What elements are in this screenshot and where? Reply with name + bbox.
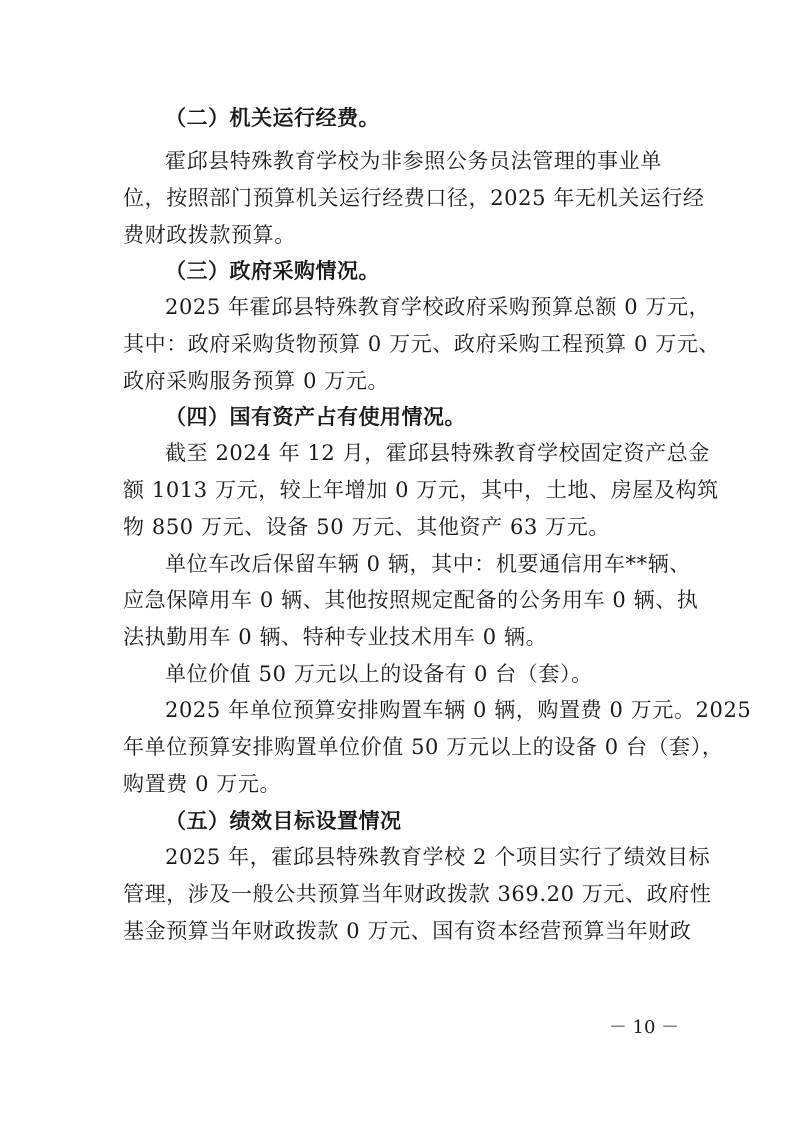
paragraph-line: 位，按照部门预算机关运行经费口径，2025 年无机关运行经 xyxy=(123,186,705,210)
section-heading-5: （五）绩效目标设置情况 xyxy=(165,809,402,833)
paragraph-line: 2025 年单位预算安排购置车辆 0 辆，购置费 0 万元。2025 xyxy=(165,698,752,722)
paragraph-line: 基金预算当年财政拨款 0 万元、国有资本经营预算当年财政 xyxy=(123,919,692,943)
paragraph-line: 截至 2024 年 12 月，霍邱县特殊教育学校固定资产总金 xyxy=(165,441,710,465)
paragraph-line: 2025 年，霍邱县特殊教育学校 2 个项目实行了绩效目标 xyxy=(165,845,711,869)
section-heading-2: （二）机关运行经费。 xyxy=(165,106,380,130)
paragraph-line: 应急保障用车 0 辆、其他按照规定配备的公务用车 0 辆、执 xyxy=(123,588,699,612)
paragraph-line: 管理，涉及一般公共预算当年财政拨款 369.20 万元、政府性 xyxy=(123,882,712,906)
paragraph-line: 2025 年霍邱县特殊教育学校政府采购预算总额 0 万元， xyxy=(165,295,711,319)
paragraph-line: 霍邱县特殊教育学校为非参照公务员法管理的事业单 xyxy=(165,149,662,173)
paragraph-line: 额 1013 万元，较上年增加 0 万元，其中，土地、房屋及构筑 xyxy=(123,478,719,502)
section-heading-3: （三）政府采购情况。 xyxy=(165,259,380,283)
paragraph-line: 法执勤用车 0 辆、特种专业技术用车 0 辆。 xyxy=(123,625,548,649)
section-heading-4: （四）国有资产占有使用情况。 xyxy=(165,405,466,429)
paragraph-line: 单位价值 50 万元以上的设备有 0 台（套）。 xyxy=(165,662,593,686)
paragraph-line: 物 850 万元、设备 50 万元、其他资产 63 万元。 xyxy=(123,515,610,539)
paragraph-line: 年单位预算安排购置单位价值 50 万元以上的设备 0 台（套）， xyxy=(123,735,724,759)
paragraph-line: 单位车改后保留车辆 0 辆，其中：机要通信用车**辆、 xyxy=(165,552,691,576)
paragraph-line: 费财政拨款预算。 xyxy=(123,223,296,247)
page-number: － 10 － xyxy=(608,1017,680,1038)
paragraph-line: 其中：政府采购货物预算 0 万元、政府采购工程预算 0 万元、 xyxy=(123,332,721,356)
paragraph-line: 购置费 0 万元。 xyxy=(123,772,282,796)
paragraph-line: 政府采购服务预算 0 万元。 xyxy=(123,369,390,393)
